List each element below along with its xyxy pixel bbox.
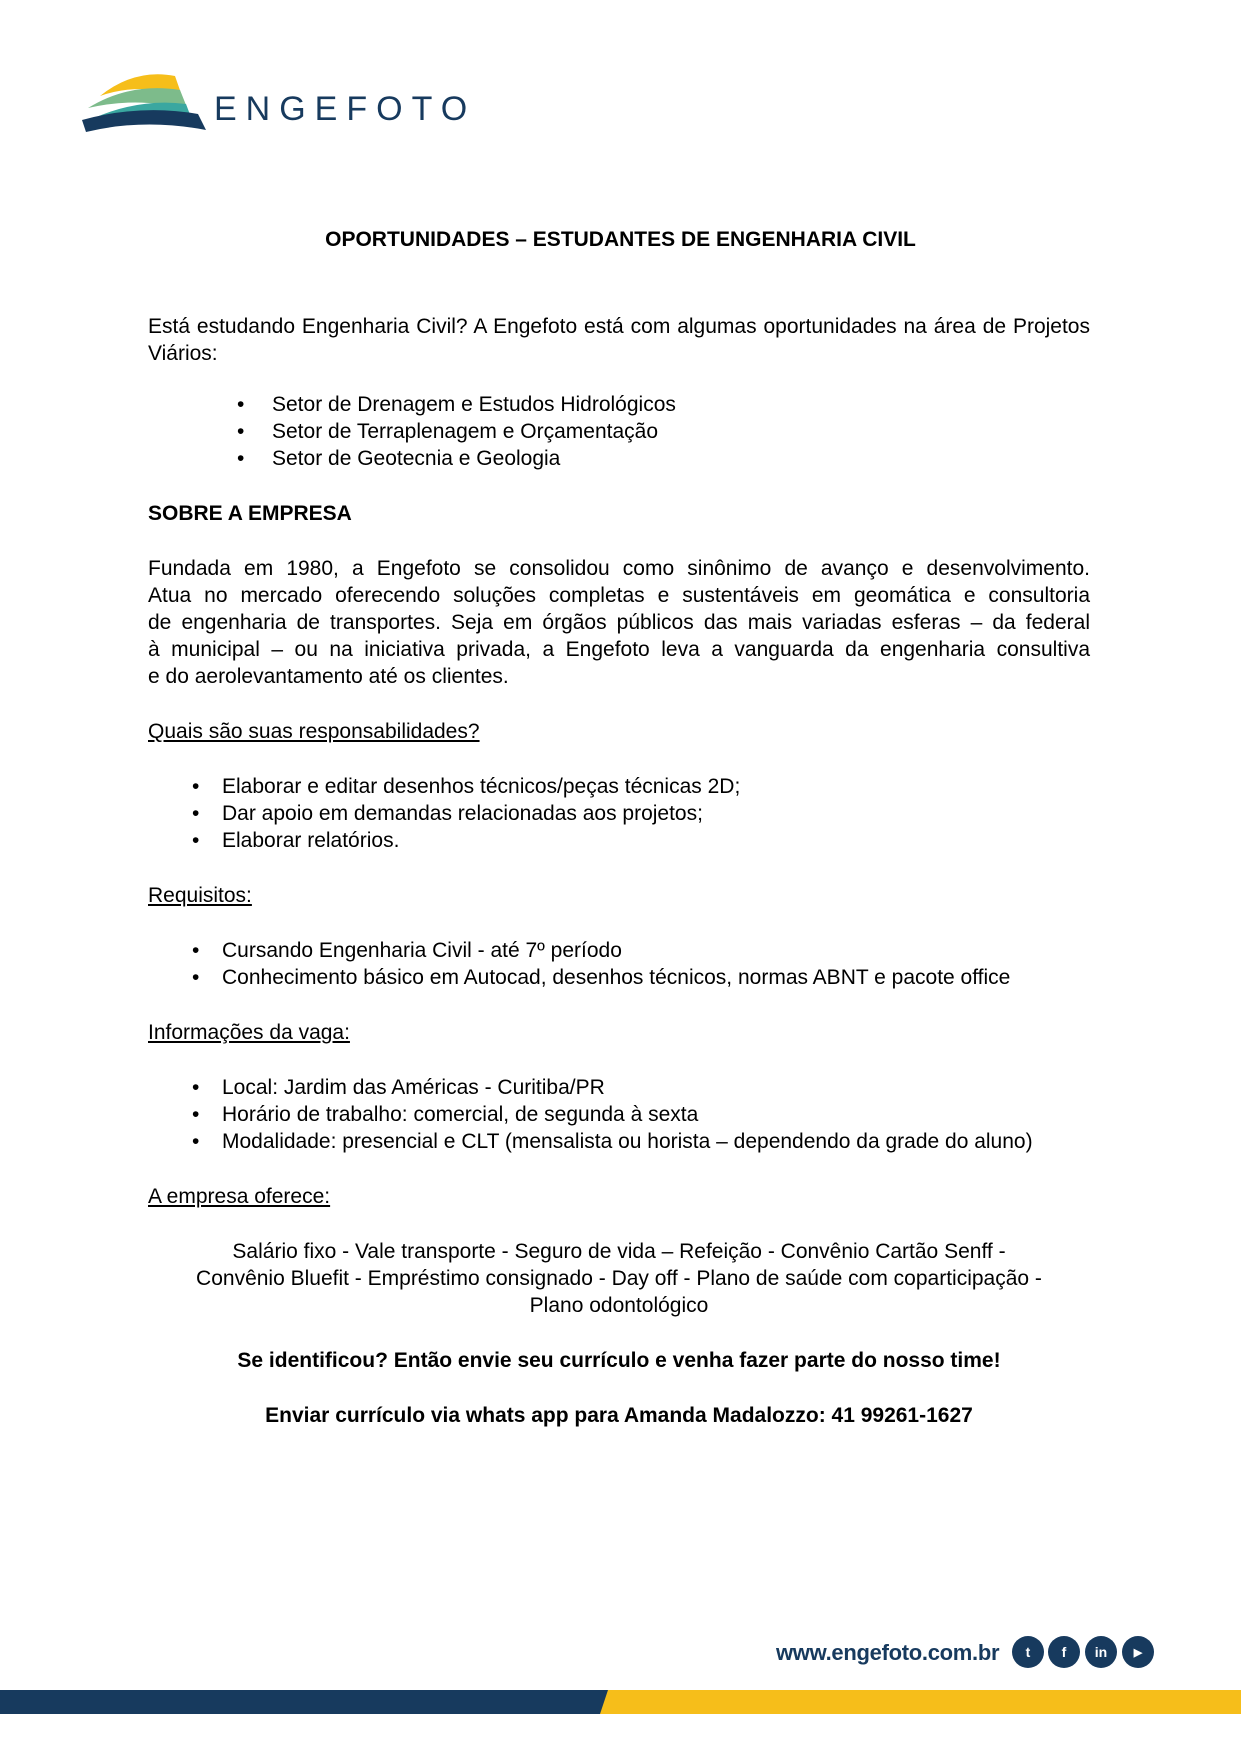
intro-paragraph: Está estudando Engenharia Civil? A Engefoto está com algumas oportunidades na área de Projetos Viários:: [148, 315, 1090, 365]
linkedin-icon[interactable]: in: [1085, 1636, 1117, 1668]
page-title: OPORTUNIDADES – ESTUDANTES DE ENGENHARIA CIVIL: [325, 228, 916, 251]
list-item: • Dar apoio em demandas relacionadas aos projetos;: [222, 800, 1090, 827]
responsibilities-list: [148, 773, 1090, 854]
about-line: Fundada em 1980, a Engefoto se consolidou como sinônimo de avanço e desenvolvimento.: [148, 557, 1090, 580]
list-item: • Setor de Drenagem e Estudos Hidrológicos: [272, 391, 1090, 418]
about-line: de engenharia de transportes. Seja em órgãos públicos das mais variadas esferas – da federal: [148, 611, 1090, 634]
document-body: [148, 313, 1090, 1457]
benefits-paragraph: [148, 1238, 1090, 1319]
about-heading: SOBRE A EMPRESA: [148, 502, 352, 525]
benefits-line: Salário fixo - Vale transporte - Seguro de vida – Refeição - Convênio Cartão Senff -: [232, 1240, 1006, 1263]
list-item: • Elaborar relatórios.: [222, 827, 1090, 854]
youtube-icon[interactable]: ▶: [1122, 1636, 1154, 1668]
benefits-line: Convênio Bluefit - Empréstimo consignado - Day off - Plano de saúde com coparticipação -: [196, 1267, 1042, 1290]
about-paragraph: [148, 555, 1090, 690]
job-info-heading: Informações da vaga:: [148, 1021, 350, 1044]
website-link[interactable]: www.engefoto.com.br: [776, 1640, 1000, 1665]
about-line: Atua no mercado oferecendo soluções completas e sustentáveis em geomática e consultoria: [148, 584, 1090, 607]
list-item: • Local: Jardim das Américas - Curitiba/PR: [222, 1074, 1090, 1101]
requirements-heading: Requisitos:: [148, 884, 252, 907]
footer-bar-navy: [0, 1690, 608, 1714]
list-item: • Elaborar e editar desenhos técnicos/peças técnicas 2D;: [222, 773, 1090, 800]
sectors-list: [148, 391, 1090, 472]
benefits-heading: A empresa oferece:: [148, 1185, 331, 1208]
footer-bar-yellow: [600, 1690, 1241, 1714]
responsibilities-heading: Quais são suas responsabilidades?: [148, 720, 480, 743]
list-item: • Conhecimento básico em Autocad, desenhos técnicos, normas ABNT e pacote office: [222, 964, 1090, 991]
about-line: à municipal – ou na iniciativa privada, a Engefoto leva a vanguarda da engenharia consultiva: [148, 638, 1090, 661]
list-item: • Horário de trabalho: comercial, de segunda à sexta: [222, 1101, 1090, 1128]
list-item: • Modalidade: presencial e CLT (mensalista ou horista – dependendo da grade do aluno): [222, 1128, 1090, 1155]
requirements-list: [148, 937, 1090, 991]
contact-line: Enviar currículo via whats app para Amanda Madalozzo: 41 99261-1627: [265, 1404, 973, 1427]
logo-wordmark: ENGEFOTO: [214, 90, 477, 128]
engefoto-logo: [80, 68, 480, 148]
twitter-icon[interactable]: t: [1012, 1636, 1044, 1668]
list-item: • Setor de Geotecnia e Geologia: [272, 445, 1090, 472]
call-to-action: Se identificou? Então envie seu currículo e venha fazer parte do nosso time!: [237, 1349, 1001, 1372]
about-line: e do aerolevantamento até os clientes.: [148, 665, 509, 688]
job-info-list: [148, 1074, 1090, 1155]
benefits-line: Plano odontológico: [529, 1294, 709, 1317]
facebook-icon[interactable]: f: [1048, 1636, 1080, 1668]
list-item: • Cursando Engenharia Civil - até 7º período: [222, 937, 1090, 964]
list-item: • Setor de Terraplenagem e Orçamentação: [272, 418, 1090, 445]
logo-mark-icon: [80, 68, 210, 138]
